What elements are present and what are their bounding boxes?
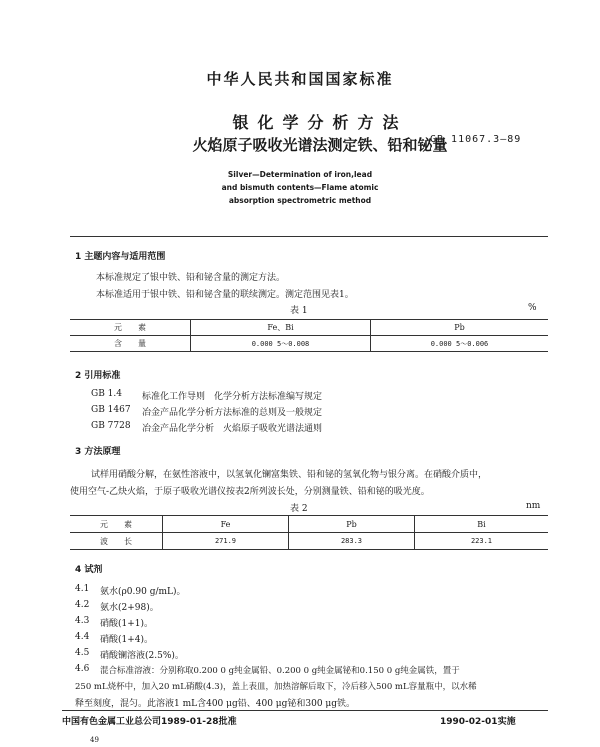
effective-date: 1990-02-01实施 (440, 717, 516, 727)
english-title-line-3: absorption spectrometric method (228, 196, 372, 205)
table-2-unit: nm (526, 501, 541, 511)
document-header: 中华人民共和国国家标准 (206, 70, 394, 88)
table-1-header-row (70, 320, 548, 336)
table-cell: Fe、Bi (191, 320, 371, 336)
reagent-text: 硝酸(1+4)。 (100, 635, 154, 645)
ref-title: 冶金产品化学分析 火焰原子吸收光谱法通则 (142, 424, 323, 434)
section-3-heading: 3 方法原理 (75, 447, 121, 457)
reagent-number: 4.2 (75, 600, 90, 610)
title-main: 银化学分析方法 (232, 113, 408, 132)
reagent-text: 硝酸镧溶液(2.5%)。 (100, 651, 184, 661)
reagent-text: 氨水(2+98)。 (100, 603, 159, 613)
table-cell: 含 量 (70, 336, 191, 352)
english-title-line-2: and bismuth contents—Flame atomic (221, 183, 379, 192)
reagent-number: 4.4 (75, 632, 90, 642)
standard-number: GB 11067.3—89 (430, 134, 522, 145)
table-cell: 283.3 (289, 533, 415, 550)
table-cell: Bi (415, 516, 549, 533)
table-cell: 271.9 (163, 533, 289, 550)
table-2-header-row (70, 516, 548, 533)
table-cell: 0.000 5～0.008 (191, 336, 371, 352)
section-1-para-1: 本标准规定了银中铁、铅和铋含量的测定方法。 (96, 273, 286, 283)
reagent-number: 4.1 (75, 584, 90, 594)
top-rule (70, 236, 548, 237)
reagent-text: 硝酸(1+1)。 (100, 619, 154, 629)
section-3-line-2: 使用空气-乙炔火焰，于原子吸收光谱仪按表2所列波长处，分别测量铁、铅和铋的吸光度。 (70, 487, 430, 497)
reagent-6-line-2: 250 mL烧杯中，加入20 mL硝酸(4.3)，盖上表皿，加热溶解后取下，冷后移入500 mL容量瓶中，以水稀 (75, 682, 477, 692)
table-1 (70, 319, 548, 352)
table-2-caption: 表 2 (290, 504, 308, 514)
table-cell: 波 长 (70, 533, 163, 550)
ref-code: GB 1467 (91, 405, 131, 415)
table-cell: Fe (163, 516, 289, 533)
table-2 (70, 515, 548, 550)
english-title-line-1: Silver—Determination of iron,lead (227, 170, 373, 179)
table-1-data-row (70, 336, 548, 352)
table-cell: 元 素 (70, 516, 163, 533)
ref-title: 标准化工作导则 化学分析方法标准编写规定 (142, 392, 323, 402)
table-1-unit: % (528, 303, 537, 313)
table-cell: 223.1 (415, 533, 549, 550)
table-cell: 0.000 5～0.006 (371, 336, 549, 352)
table-1-caption: 表 1 (290, 306, 308, 316)
reagent-text: 氨水(ρ0.90 g/mL)。 (100, 587, 186, 597)
ref-code: GB 1.4 (91, 389, 122, 399)
reagent-number: 4.3 (75, 616, 90, 626)
ref-code: GB 7728 (91, 421, 131, 431)
table-2-data-row (70, 533, 548, 550)
approval-date: 中国有色金属工业总公司1989-01-28批准 (62, 717, 237, 727)
section-2-heading: 2 引用标准 (75, 371, 121, 381)
table-cell: Pb (371, 320, 549, 336)
reagent-number: 4.5 (75, 648, 90, 658)
page-number: 49 (90, 736, 99, 744)
reagent-number: 4.6 (75, 664, 90, 674)
reagent-6-line-1: 混合标准溶液：分别称取0.200 0 g纯金属铅、0.200 0 g纯金属铋和0.150 0 g纯金属铁，置于 (100, 666, 460, 676)
table-cell: 元 素 (70, 320, 191, 336)
ref-title: 冶金产品化学分析方法标准的总则及一般规定 (142, 408, 323, 418)
section-1-para-2: 本标准适用于银中铁、铅和铋含量的联续测定。测定范围见表1。 (96, 290, 354, 300)
footer-rule (62, 710, 548, 711)
title-sub: 火焰原子吸收光谱法测定铁、铅和铋量 (192, 136, 448, 154)
table-cell: Pb (289, 516, 415, 533)
reagent-6-line-3: 释至刻度，混匀。此溶液1 mL含400 μg铅、400 μg铋和300 μg铁。 (75, 699, 356, 709)
section-3-line-1: 试样用硝酸分解，在氨性溶液中，以氢氧化镧富集铁、铅和铋的氢氧化物与银分离。在硝酸介质中， (91, 470, 488, 480)
section-4-heading: 4 试剂 (75, 565, 103, 575)
section-1-heading: 1 主题内容与适用范围 (75, 252, 166, 262)
